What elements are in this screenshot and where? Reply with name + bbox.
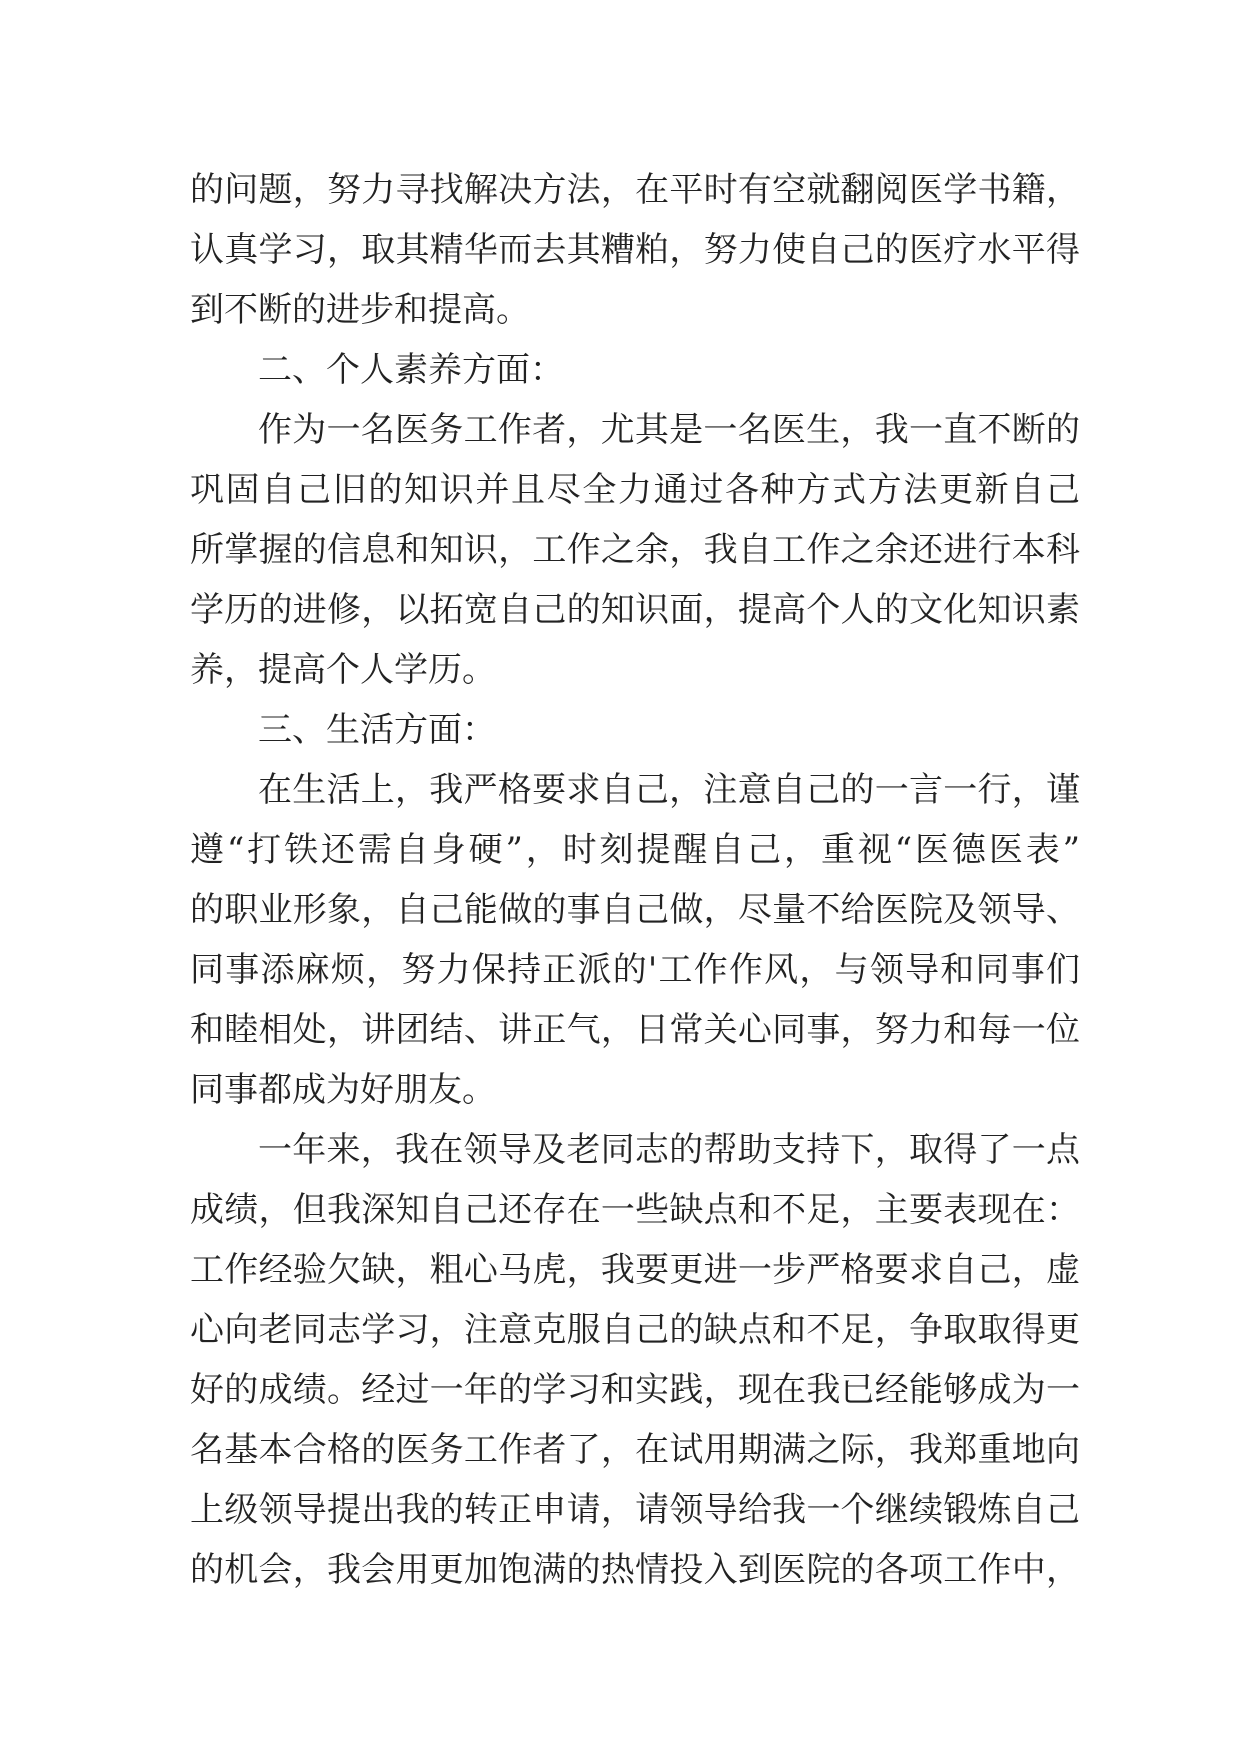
text-line: 和睦相处，讲团结、讲正气，日常关心同事，努力和每一位 [190,1010,1080,1050]
text-line: 名基本合格的医务工作者了，在试用期满之际，我郑重地向 [190,1430,1080,1470]
text-line: 的职业形象，自己能做的事自己做，尽量不给医院及领导、 [190,890,1080,930]
document-body [190,160,1080,1600]
text-line: 好的成绩。经过一年的学习和实践，现在我已经能够成为一 [190,1370,1080,1410]
text-line: 作为一名医务工作者，尤其是一名医生，我一直不断的 [258,410,1080,450]
text-line: 心向老同志学习，注意克服自己的缺点和不足，争取取得更 [190,1310,1080,1350]
text-line: 二、个人素养方面： [258,350,564,390]
text-line: 上级领导提出我的转正申请，请领导给我一个继续锻炼自己 [190,1490,1080,1530]
text-line: 三、生活方面： [258,710,496,750]
text-line: 到不断的进步和提高。 [190,290,530,330]
text-line: 遵“打铁还需自身硬”，时刻提醒自己，重视“医德医表” [190,830,1080,870]
text-line: 同事都成为好朋友。 [190,1070,496,1110]
text-line: 所掌握的信息和知识，工作之余，我自工作之余还进行本科 [190,530,1080,570]
text-line: 的问题，努力寻找解决方法，在平时有空就翻阅医学书籍， [190,170,1080,210]
text-line: 学历的进修，以拓宽自己的知识面，提高个人的文化知识素 [190,590,1080,630]
text-line: 养，提高个人学历。 [190,650,496,690]
text-line: 工作经验欠缺，粗心马虎，我要更进一步严格要求自己，虚 [190,1250,1080,1290]
text-line: 一年来，我在领导及老同志的帮助支持下，取得了一点 [258,1130,1080,1170]
text-line: 在生活上，我严格要求自己，注意自己的一言一行，谨 [258,770,1080,810]
text-line: 巩固自己旧的知识并且尽全力通过各种方式方法更新自己 [190,470,1080,510]
text-line: 认真学习，取其精华而去其糟粕，努力使自己的医疗水平得 [190,230,1080,270]
text-line: 的机会，我会用更加饱满的热情投入到医院的各项工作中， [190,1550,1080,1590]
text-line: 同事添麻烦，努力保持正派的'工作作风，与领导和同事们 [190,950,1080,990]
text-line: 成绩，但我深知自己还存在一些缺点和不足，主要表现在： [190,1190,1080,1230]
